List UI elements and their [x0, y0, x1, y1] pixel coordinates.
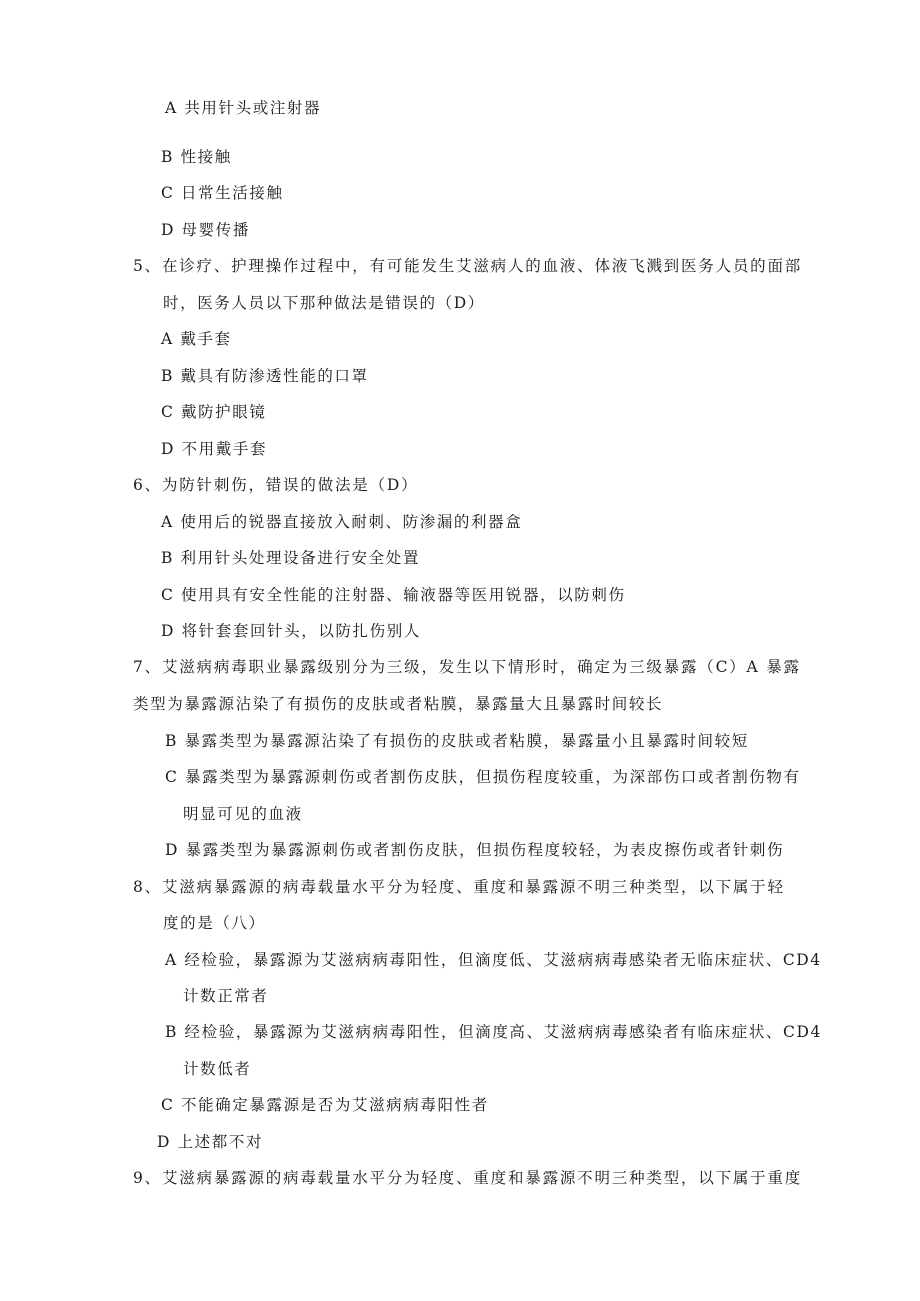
option-line: D 不用戴手套	[161, 440, 268, 458]
option-line: C 暴露类型为暴露源刺伤或者割伤皮肤，但损伤程度较重，为深部伤口或者割伤物有	[165, 768, 801, 786]
question-6: 6、为防针刺伤，错误的做法是（D）	[133, 476, 419, 494]
option-line: B 戴具有防渗透性能的口罩	[161, 367, 369, 385]
question-5: 5、在诊疗、护理操作过程中，有可能发生艾滋病人的血液、体液飞溅到医务人员的面部	[133, 257, 803, 275]
question-continuation: 时，医务人员以下那种做法是错误的（D）	[163, 294, 485, 312]
option-line: A 戴手套	[161, 330, 232, 348]
option-line: B 经检验，暴露源为艾滋病病毒阳性，但滴度高、艾滋病病毒感染者有临床症状、CD4	[165, 1023, 822, 1041]
option-line: A 共用针头或注射器	[165, 99, 322, 117]
option-line: D 上述都不对	[157, 1133, 264, 1151]
option-line: A 使用后的锐器直接放入耐刺、防渗漏的利器盒	[161, 513, 523, 531]
option-line: B 暴露类型为暴露源沾染了有损伤的皮肤或者粘膜，暴露量小且暴露时间较短	[165, 732, 749, 750]
option-line: D 母婴传播	[161, 221, 250, 239]
option-line: A 经检验，暴露源为艾滋病病毒阳性，但滴度低、艾滋病病毒感染者无临床症状、CD4	[165, 951, 822, 969]
option-line: C 戴防护眼镜	[161, 403, 267, 421]
option-line: C 使用具有安全性能的注射器、输液器等医用锐器，以防刺伤	[161, 586, 626, 604]
question-continuation: 度的是（八）	[163, 914, 266, 932]
option-line: C 日常生活接触	[161, 184, 284, 202]
option-continuation: 计数低者	[183, 1060, 252, 1078]
option-line: C 不能确定暴露源是否为艾滋病病毒阳性者	[161, 1096, 489, 1114]
option-continuation: 明显可见的血液	[183, 805, 303, 823]
option-line: D 暴露类型为暴露源刺伤或者割伤皮肤，但损伤程度较轻，为表皮擦伤或者针刺伤	[165, 841, 785, 859]
option-continuation: 计数正常者	[183, 987, 269, 1005]
option-line: B 性接触	[161, 148, 232, 166]
option-line: 类型为暴露源沾染了有损伤的皮肤或者粘膜，暴露量大且暴露时间较长	[133, 695, 664, 713]
option-line: D 将针套套回针头，以防扎伤别人	[161, 622, 421, 640]
question-8: 8、艾滋病暴露源的病毒载量水平分为轻度、重度和暴露源不明三种类型，以下属于轻	[133, 878, 785, 896]
question-7: 7、艾滋病病毒职业暴露级别分为三级，发生以下情形时，确定为三级暴露（C）A 暴露	[133, 658, 801, 676]
question-9: 9、艾滋病暴露源的病毒载量水平分为轻度、重度和暴露源不明三种类型，以下属于重度	[133, 1169, 803, 1187]
option-line: B 利用针头处理设备进行安全处置	[161, 549, 420, 567]
